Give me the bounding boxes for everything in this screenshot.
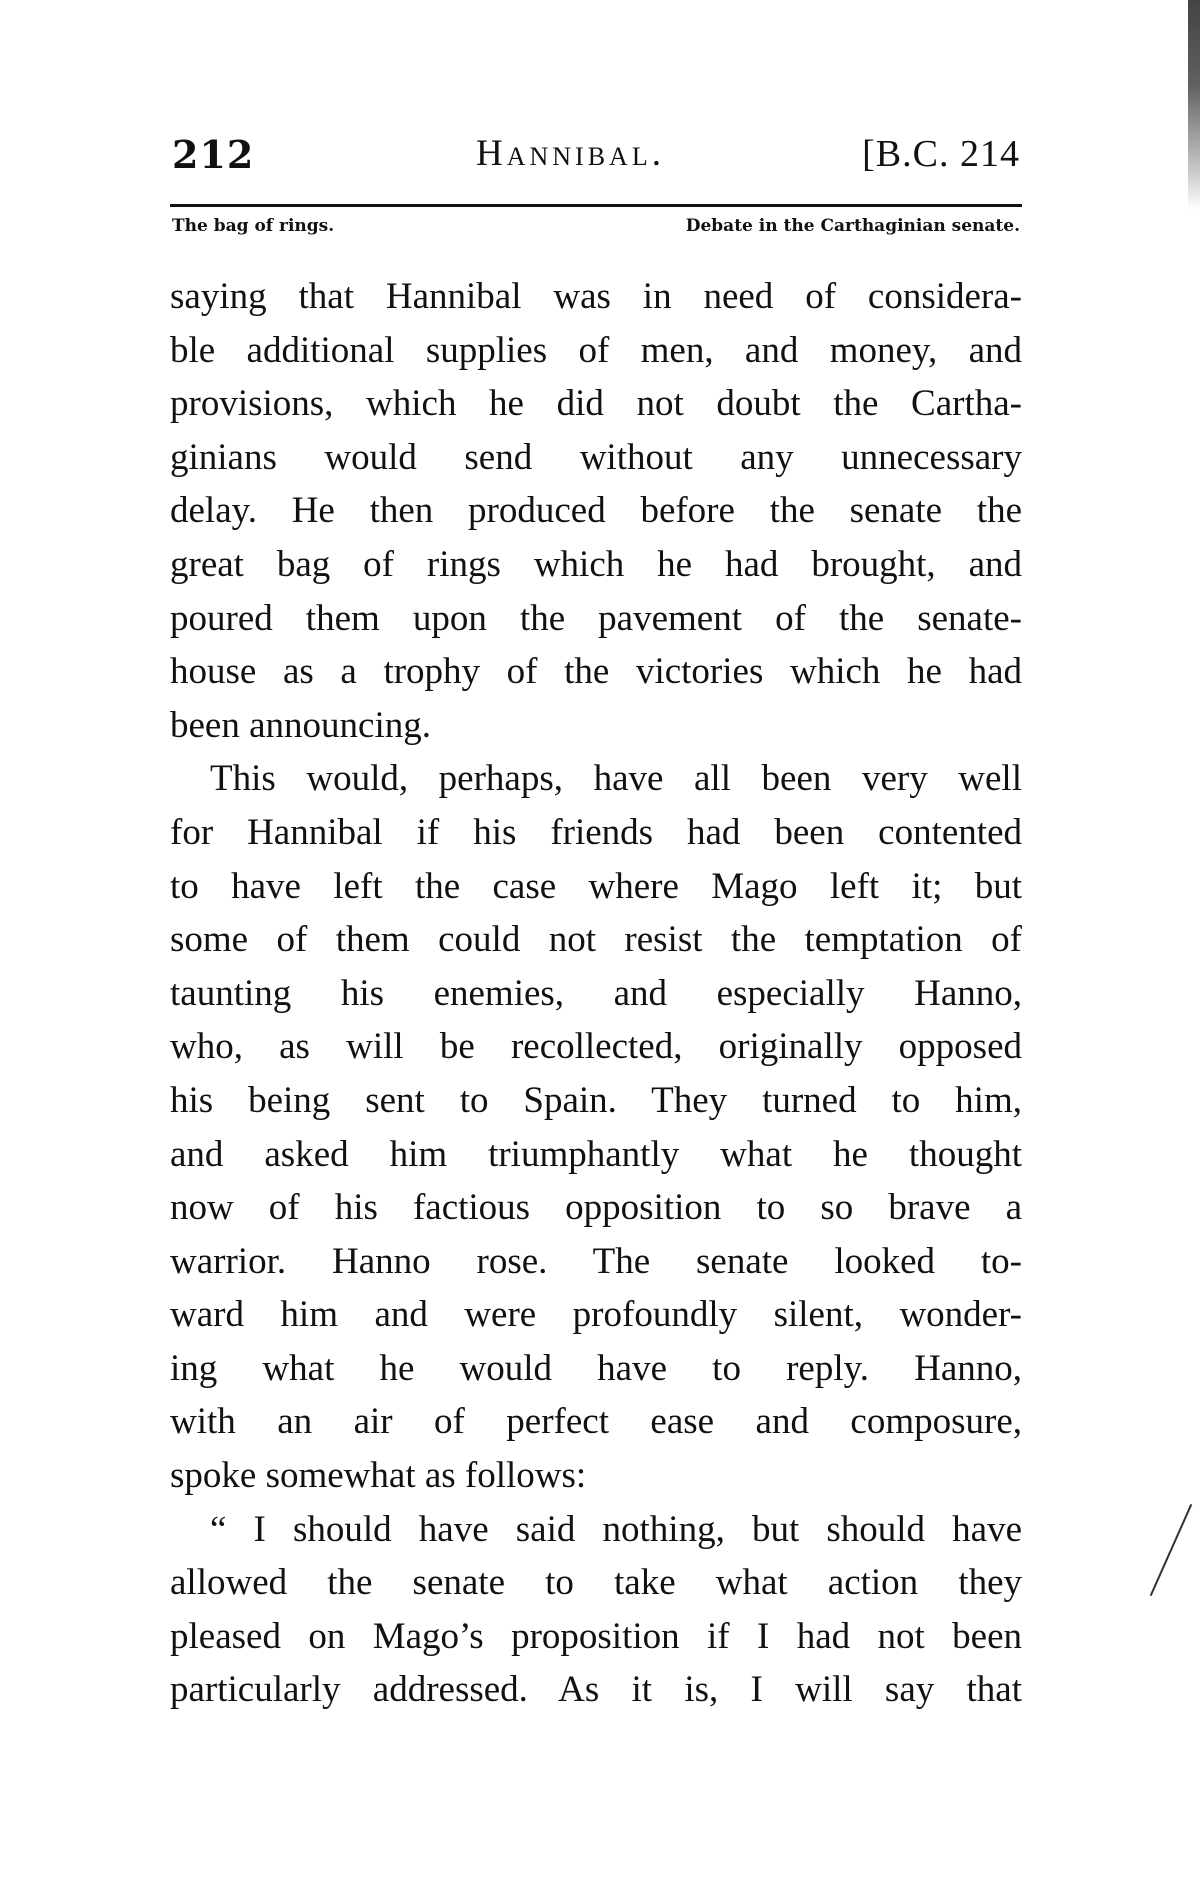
text-line: saying that Hannibal was in need of considera-	[170, 276, 1022, 317]
paragraph-start-line: This would, perhaps, have all been very well	[210, 758, 1022, 800]
pencil-margin-mark	[1150, 1504, 1193, 1596]
text-line: warrior. Hanno rose. The senate looked to-	[170, 1240, 1022, 1282]
page-header	[172, 128, 1020, 178]
text-line: particularly addressed. As it is, I will say that	[170, 1669, 1022, 1711]
left-marginal-heading: The bag of rings.	[172, 216, 335, 236]
text-line: now of his factious opposition to so brave a	[170, 1187, 1022, 1229]
text-line: with an air of perfect ease and composure,	[170, 1401, 1022, 1443]
text-line: poured them upon the pavement of the senate-	[170, 597, 1022, 639]
date-range: [B.C. 214	[862, 133, 1020, 175]
text-line: been announcing.	[170, 704, 431, 746]
right-marginal-heading: Debate in the Carthaginian senate.	[685, 216, 1020, 236]
paragraph-start-line: “ I should have said nothing, but should have	[210, 1508, 1022, 1550]
text-line: to have left the case where Mago left it; but	[170, 865, 1022, 907]
text-line: provisions, which he did not doubt the Cartha-	[170, 383, 1022, 425]
text-line: his being sent to Spain. They turned to him,	[170, 1079, 1022, 1121]
text-line: for Hannibal if his friends had been contented	[170, 811, 1022, 853]
text-line: taunting his enemies, and especially Hanno,	[170, 972, 1022, 1014]
text-line: and asked him triumphantly what he thought	[170, 1133, 1022, 1175]
body-text	[170, 270, 1022, 1717]
text-line: house as a trophy of the victories which he had	[170, 651, 1022, 693]
text-line: ward him and were profoundly silent, wonder-	[170, 1294, 1022, 1336]
running-title: Hannibal.	[476, 133, 665, 174]
marginal-headings	[172, 216, 1020, 244]
text-line: who, as will be recollected, originally opposed	[170, 1026, 1022, 1068]
text-line: ginians would send without any unnecessary	[170, 436, 1022, 478]
text-line: some of them could not resist the temptation of	[170, 919, 1022, 961]
text-line: spoke somewhat as follows:	[170, 1455, 587, 1497]
text-line: allowed the senate to take what action they	[170, 1562, 1022, 1604]
text-line: great bag of rings which he had brought, and	[170, 543, 1022, 585]
header-rule	[170, 204, 1022, 207]
text-line: pleased on Mago’s proposition if I had not been	[170, 1615, 1022, 1657]
text-line: ing what he would have to reply. Hanno,	[170, 1347, 1022, 1389]
text-line: ble additional supplies of men, and money, and	[170, 329, 1022, 371]
text-line: delay. He then produced before the senate the	[170, 490, 1022, 532]
scan-edge-shadow	[1188, 0, 1200, 210]
page-number: 212	[172, 132, 255, 177]
